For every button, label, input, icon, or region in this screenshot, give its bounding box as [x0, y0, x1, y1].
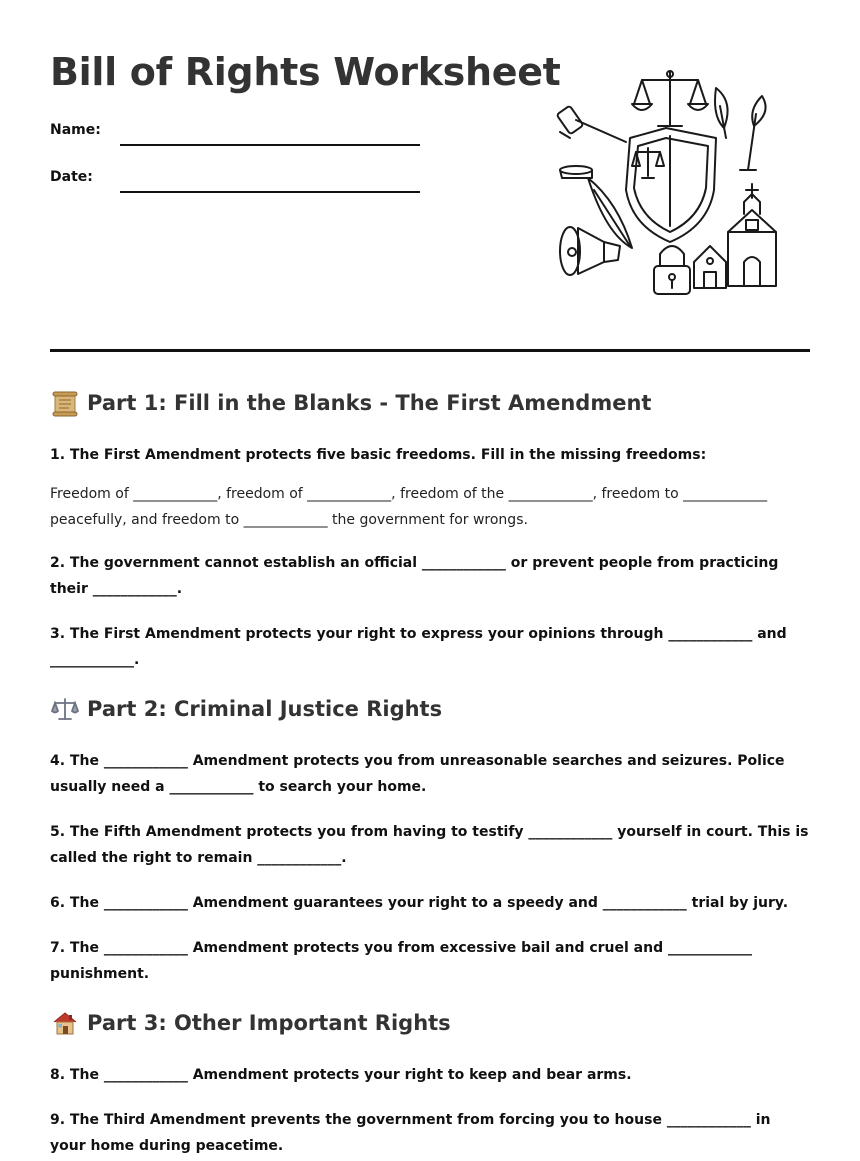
- question-4: 4. The ____________ Amendment protects you from unreasonable searches and seizures. Police usually need a ____________ to search your home.: [50, 753, 785, 795]
- question-2: 2. The government cannot establish an official ____________ or prevent people from practicing their ____________.: [50, 555, 779, 597]
- balance-scale-icon: [50, 694, 80, 724]
- scroll-icon: [50, 388, 80, 418]
- date-field[interactable]: [50, 169, 430, 199]
- part1-heading-text: Part 1: Fill in the Blanks - The First Amendment: [87, 391, 652, 415]
- question-3: 3. The First Amendment protects your right to express your opinions through ____________ and ____________.: [50, 626, 787, 668]
- question-7: 7. The ____________ Amendment protects you from excessive bail and cruel and ____________ punishment.: [50, 940, 752, 982]
- question-5: 5. The Fifth Amendment protects you from having to testify ____________ yourself in court. This is called the right to remain ____________.: [50, 824, 809, 866]
- shield-icon: [626, 128, 716, 242]
- question-6: 6. The ____________ Amendment guarantees your right to a speedy and ____________ trial by jury.: [50, 895, 789, 911]
- part1-heading: [50, 386, 810, 420]
- question-9: 9. The Third Amendment prevents the government from forcing you to house ____________ in your home during peacetime.: [50, 1112, 771, 1154]
- name-label: Name:: [50, 122, 101, 138]
- date-line[interactable]: [120, 191, 420, 193]
- house-icon: [50, 1008, 80, 1038]
- name-line[interactable]: [120, 144, 420, 146]
- church-icon: [728, 184, 776, 286]
- name-field[interactable]: [50, 122, 430, 152]
- part3-heading: [50, 1006, 810, 1040]
- bill-of-rights-illustration-icon: [548, 66, 784, 302]
- scales-of-justice-icon: [632, 71, 708, 126]
- podium-icon: [560, 166, 592, 178]
- question-1-detail: Freedom of ____________, freedom of ____________, freedom of the ____________, freedom to ____________ peacefully, and freedom to ____________ the government for wrongs.: [50, 486, 768, 528]
- house-icon: [694, 246, 726, 288]
- padlock-icon: [654, 246, 690, 294]
- part3-heading-text: Part 3: Other Important Rights: [87, 1011, 451, 1035]
- megaphone-icon: [560, 227, 620, 275]
- quill-icon: [715, 88, 766, 170]
- part2-heading: [50, 692, 810, 726]
- page-title: Bill of Rights Worksheet: [50, 50, 561, 94]
- header-divider: [50, 349, 810, 352]
- question-1: 1. The First Amendment protects five basic freedoms. Fill in the missing freedoms:: [50, 447, 707, 463]
- part2-heading-text: Part 2: Criminal Justice Rights: [87, 697, 443, 721]
- date-label: Date:: [50, 169, 93, 185]
- question-8: 8. The ____________ Amendment protects your right to keep and bear arms.: [50, 1067, 632, 1083]
- gavel-icon: [557, 106, 626, 142]
- worksheet-content: [50, 386, 810, 1161]
